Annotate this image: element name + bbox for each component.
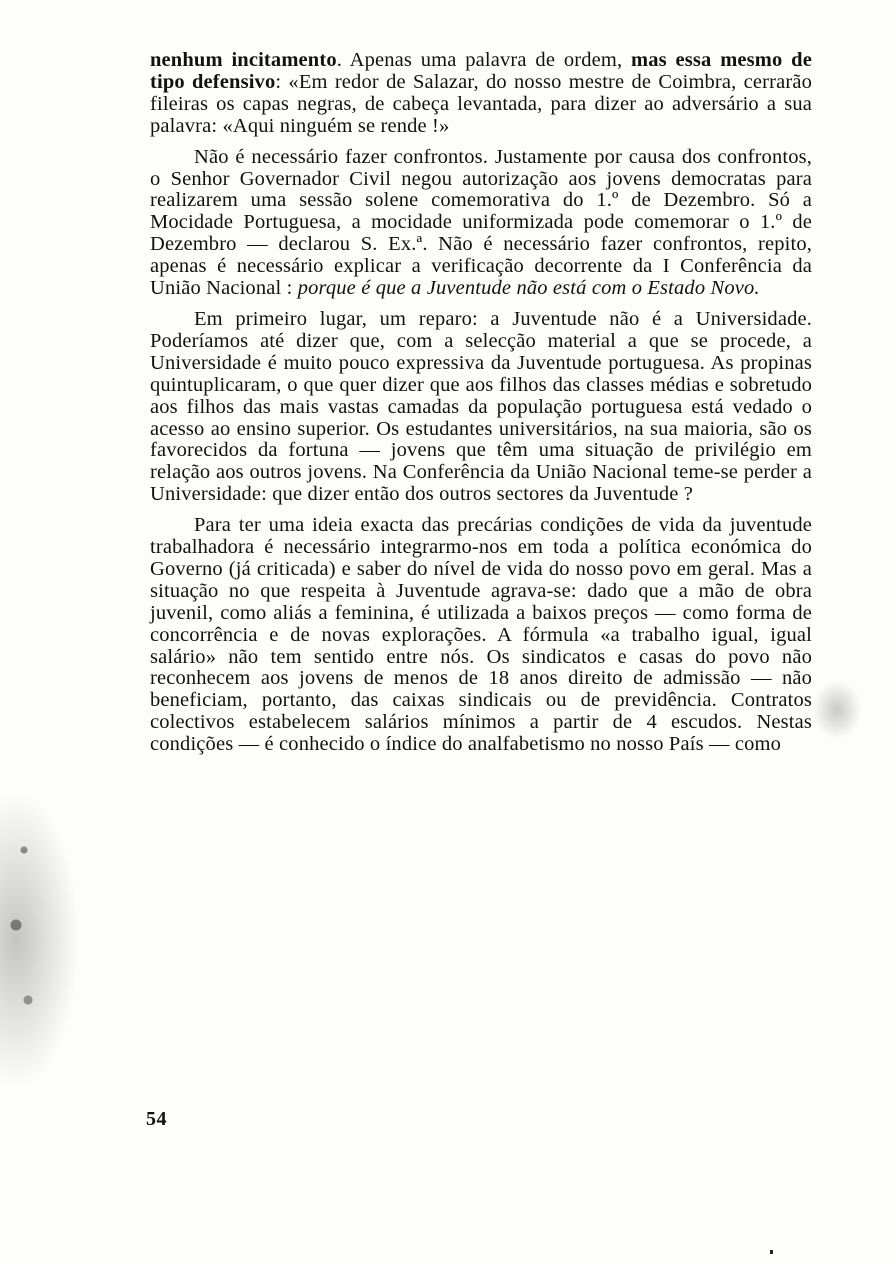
text-segment: : «Em redor de Salazar, do nosso mestre de Coimbra, cerrarão fileiras os capas negras, de cabeça levantada, para dizer ao adversário a sua palavra: «Aqui ninguém se rende !» [150, 70, 812, 137]
text-segment: mas essa mesmo de tipo defensivo [150, 49, 812, 93]
text-segment: Em primeiro lugar, um reparo: a Juventude não é a Universidade. Poderíamos até dizer que, com a selecção material a que se procede, a Universidade é muito pouco expressiva da Juventude portuguesa. As propinas quintuplicaram, o que quer dizer que aos filhos das classes médias e sobretudo aos filhos das mais vastas camadas da população portuguesa está vedado o acesso ao ensino superior. Os estudantes universitários, na sua maioria, são os favorecidos da fortuna — jovens que têm uma situação de privilégio em relação aos outros jovens. Na Conferência da União Nacional teme-se perder a Universidade: que dizer então dos outros sectores da Juventude ? [150, 307, 812, 506]
page-number: 54 [146, 1108, 167, 1130]
paragraph-1 [150, 50, 812, 138]
paragraph-3 [150, 309, 812, 506]
paragraph-4 [150, 515, 812, 756]
text-segment: . Apenas uma palavra de ordem, [336, 49, 631, 71]
body-text [150, 50, 812, 756]
paragraph-2 [150, 147, 812, 300]
text-segment: Não é necessário fazer confrontos. Justamente por causa dos confrontos, o Senhor Governador Civil negou autorização aos jovens democratas para realizarem uma sessão solene comemorativa do 1.º de Dezembro. Só a Mocidade Portuguesa, a mocidade uniformizada pode comemorar o 1.º de Dezembro — declarou S. Ex.ª. Não é necessário fazer confrontos, repito, apenas é necessário explicar a verificação decorrente da I Conferência da União Nacional : [150, 145, 812, 300]
scan-speck [770, 1250, 773, 1254]
scan-noise-right [812, 680, 862, 740]
text-segment: porque é que a Juventude não está com o Estado Novo. [297, 277, 760, 300]
text-segment: Para ter uma ideia exacta das precárias condições de vida da juventude trabalhadora é necessário integrarmo-nos em toda a política económica do Governo (já criticada) e saber do nível de vida do nosso povo em geral. Mas a situação no que respeita à Juventude agrava-se: dado que a mão de obra juvenil, como aliás a feminina, é utilizada a baixos preços — como forma de concorrência e de novas explorações. A fórmula «a trabalho igual, igual salário» não tem sentido entre nós. Os sindicatos e casas do povo não reconhecem aos jovens de menos de 18 anos direito de admissão — não beneficiam, portanto, das caixas sindicais ou de previdência. Contratos colectivos estabelecem salários mínimos a partir de 4 escudos. Nestas condições — é conhecido o índice do analfabetismo no nosso País — como [150, 514, 812, 756]
scan-noise-left [0, 790, 80, 1090]
text-segment: nenhum incitamento [150, 49, 337, 71]
